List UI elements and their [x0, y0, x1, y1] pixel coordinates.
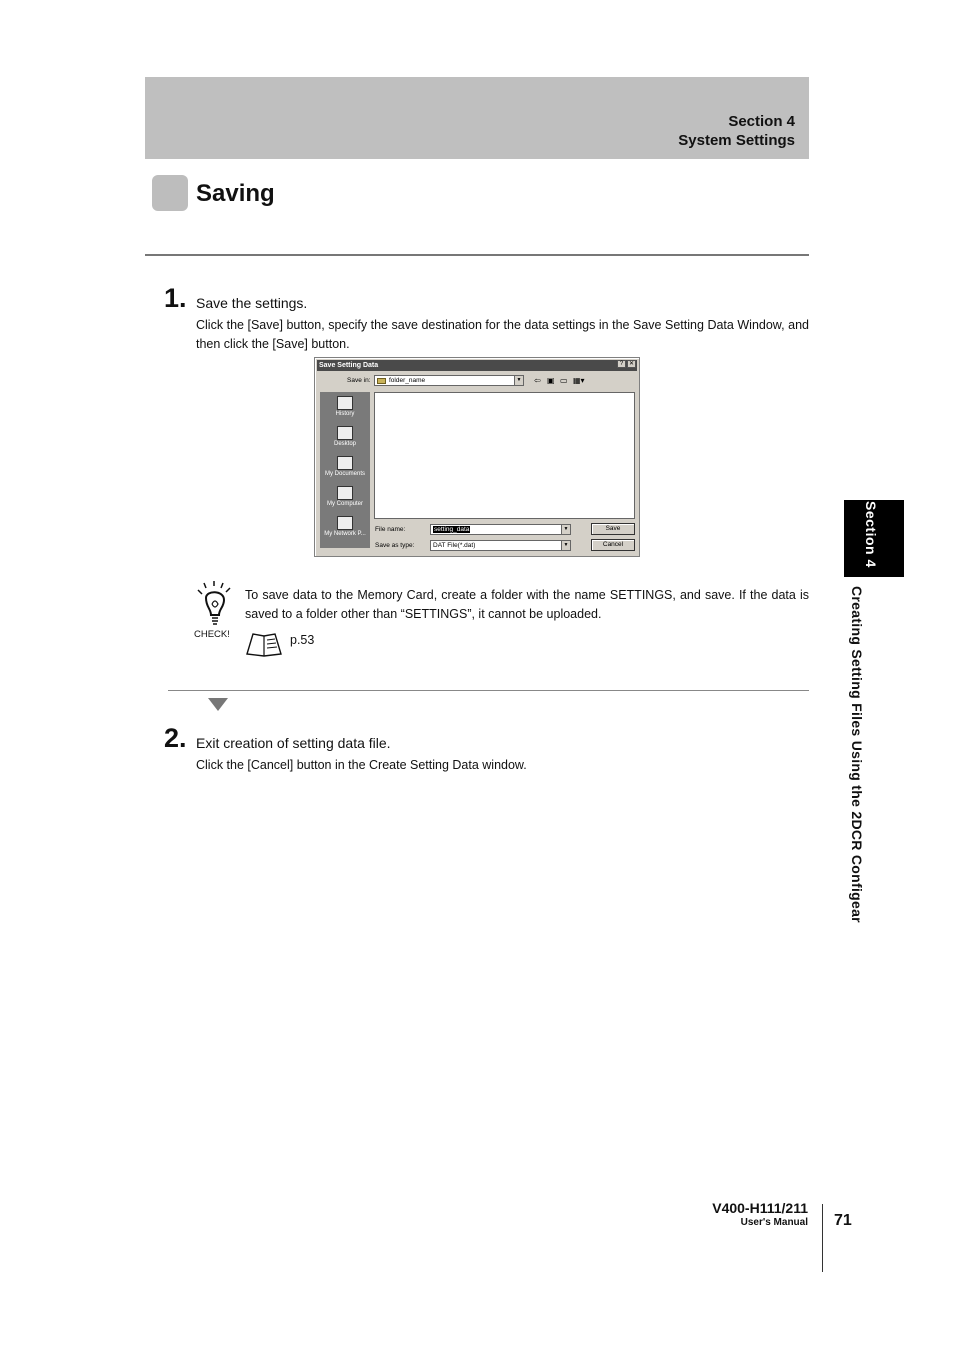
- side-chapter-title: Creating Setting Files Using the 2DCR Configear: [849, 586, 865, 923]
- desktop-icon: [337, 426, 353, 440]
- check-note-text: To save data to the Memory Card, create a folder with the name SETTINGS, and save. If the data is saved to a folder other than “SETTINGS”, it cannot be uploaded.: [245, 588, 809, 621]
- triangle-down-icon: [208, 698, 228, 711]
- section-header-band: [145, 77, 809, 159]
- step-2-body: Click the [Cancel] button in the Create Setting Data window.: [196, 758, 527, 772]
- place-desktop[interactable]: Desktop: [320, 426, 370, 447]
- save-button[interactable]: Save: [591, 523, 635, 535]
- title-marker: [152, 175, 188, 211]
- page-number: 71: [834, 1212, 852, 1229]
- history-icon: [337, 396, 353, 410]
- dialog-title: Save Setting Data: [317, 360, 637, 371]
- footer-divider: [822, 1204, 823, 1272]
- save-setting-data-dialog: [314, 357, 640, 557]
- up-folder-icon[interactable]: ▣: [547, 376, 555, 385]
- step-2-number: 2.: [164, 723, 187, 753]
- place-my-network[interactable]: My Network P...: [320, 516, 370, 537]
- step-1-number: 1.: [164, 283, 187, 313]
- reference-book-icon: [245, 630, 283, 658]
- file-name-input[interactable]: [430, 524, 571, 535]
- save-in-label: Save in:: [347, 377, 371, 384]
- step-1-title: Save the settings.: [196, 295, 308, 311]
- section-heading: [678, 112, 795, 150]
- file-name-label: File name:: [375, 526, 406, 533]
- back-icon[interactable]: ⇦: [534, 376, 541, 385]
- file-name-value: setting_data: [434, 526, 470, 533]
- chevron-down-icon[interactable]: ▼: [561, 525, 570, 534]
- close-button[interactable]: ✕: [628, 361, 635, 367]
- new-folder-icon[interactable]: ▭: [560, 376, 568, 385]
- file-list-pane[interactable]: [374, 392, 635, 519]
- chevron-down-icon[interactable]: ▼: [514, 376, 523, 385]
- save-in-value: folder_name: [389, 377, 426, 384]
- page-title: Saving: [196, 180, 275, 207]
- place-my-documents[interactable]: My Documents: [320, 456, 370, 477]
- step-divider: [168, 690, 809, 691]
- page-reference-link[interactable]: p.53: [290, 633, 315, 647]
- section-title: System Settings: [678, 132, 795, 149]
- place-history[interactable]: History: [320, 396, 370, 417]
- cancel-button[interactable]: Cancel: [591, 539, 635, 551]
- section-number: Section 4: [728, 113, 795, 130]
- computer-icon: [337, 486, 353, 500]
- save-as-type-dropdown[interactable]: [430, 540, 571, 551]
- step-1-body: Click the [Save] button, specify the save destination for the data settings in the Save Setting Data Window, and then click the [Save] button.: [196, 318, 809, 351]
- save-in-dropdown[interactable]: [374, 375, 524, 386]
- check-label: CHECK!: [194, 629, 230, 640]
- footer-manual: User's Manual: [740, 1217, 808, 1228]
- place-my-computer[interactable]: My Computer: [320, 486, 370, 507]
- places-bar: [320, 392, 370, 548]
- footer-model: V400-H111/211: [712, 1200, 808, 1216]
- side-tab-label: Section 4: [863, 501, 879, 568]
- view-menu-icon[interactable]: ▦▾: [573, 376, 585, 385]
- step-2-title: Exit creation of setting data file.: [196, 735, 391, 751]
- help-button[interactable]: ?: [617, 360, 626, 368]
- title-divider: [145, 254, 809, 256]
- save-as-type-value: DAT File(*.dat): [433, 542, 476, 549]
- documents-folder-icon: [337, 456, 353, 470]
- chevron-down-icon[interactable]: ▼: [561, 541, 570, 550]
- save-as-type-label: Save as type:: [375, 542, 415, 549]
- network-icon: [337, 516, 353, 530]
- folder-icon: [377, 378, 386, 384]
